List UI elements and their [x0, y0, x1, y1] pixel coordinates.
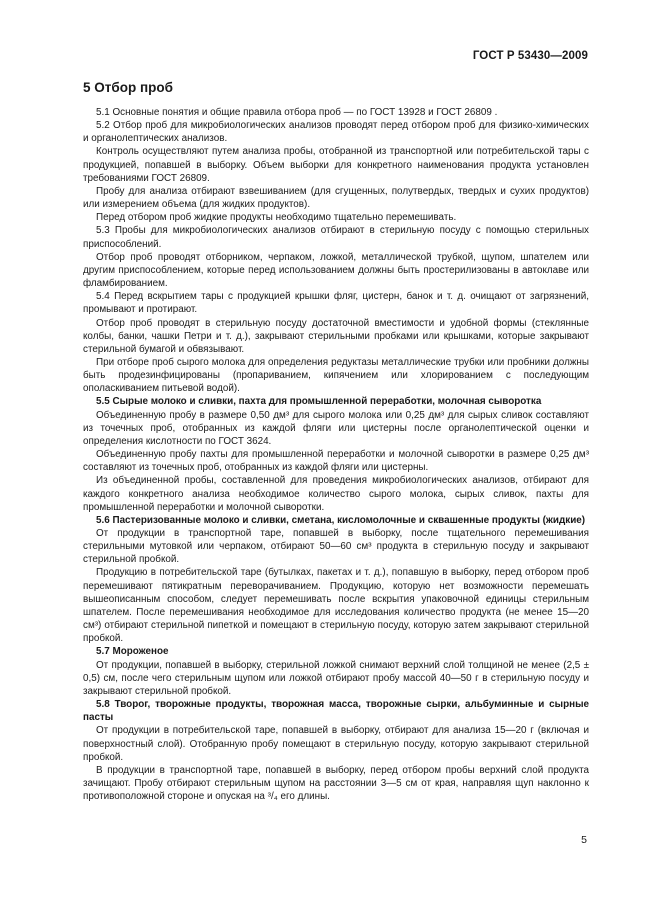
- subsection-heading: 5.5 Сырые молоко и сливки, пахта для промышленной переработки, молочная сыворотка: [96, 396, 542, 408]
- paragraph: Объединенную пробу пахты для промышленной переработки и молочной сыворотки в размере 0,25 дм³ составляют из точечных проб, отобранных из каждой фляги или цистерны.: [83, 449, 589, 474]
- subsection-heading: 5.8 Творог, творожные продукты, творожная масса, творожные сырки, альбуминные и сырные пасты: [83, 699, 589, 724]
- section-body: [83, 106, 589, 803]
- paragraph: Отбор проб проводят в стерильную посуду достаточной вместимости и удобной формы (стеклянные колбы, банки, чашки Петри и т. д.), закрывают стерильными пробками или крышками, которые закрывают стерильной бумагой и обвязывают.: [83, 317, 589, 355]
- paragraph: Отбор проб проводят отборником, черпаком, ложкой, металлической трубкой, щупом, шпателем или другим приспособлением, которые перед использованием должны быть простерилизованы в автоклаве или фламбированием.: [83, 251, 589, 290]
- paragraph: Из объединенной пробы, составленной для проведения микробиологических анализов, отбирают для каждого конкретного анализа необходимое количество сырого молока, сырых сливок, пахты для промышленной переработки и молочной сыворотки.: [83, 475, 589, 513]
- paragraph: От продукции в потребительской таре, попавшей в выборку, отбирают для анализа 15—20 г (включая и поверхностный слой). Отобранную пробу помещают в стерильную посуду, которую закрывают стерильной пробкой.: [83, 725, 589, 763]
- page-number: 5: [581, 834, 587, 846]
- paragraph: От продукции в транспортной таре, попавшей в выборку, после тщательного перемешивания стерильными мутовкой или черпаком, отбирают 50—60 см³ продукта в стерильную посуду и закрывают стерильной пробкой.: [83, 528, 589, 566]
- paragraph: Объединенную пробу в размере 0,50 дм³ для сырого молока или 0,25 дм³ для сырых сливок составляют из точечных проб, отобранных из каждой фляги или цистерны после органолептической оценки и определения кислотности по ГОСТ 3624.: [83, 409, 589, 447]
- section-title: 5 Отбор проб: [83, 80, 173, 95]
- subsection-heading: 5.7 Мороженое: [96, 646, 169, 658]
- paragraph: В продукции в транспортной таре, попавшей в выборку, перед отбором пробы верхний слой продукта зачищают. Пробу отбирают стерильным щупом на расстоянии 3—5 см от края, направляя щуп наклонно к противоположной стороне и опуская на ³/₄ его длины.: [83, 764, 589, 803]
- paragraph: От продукции, попавшей в выборку, стерильной ложкой снимают верхний слой толщиной не менее (2,5 ± 0,5) см, после чего стерильным щупом или ложкой отбирают пробу массой 40—50 г в стерильную посуду и закрывают стерильной пробкой.: [83, 659, 589, 697]
- document-standard-id: ГОСТ Р 53430—2009: [472, 50, 588, 62]
- paragraph: 5.4 Перед вскрытием тары с продукцией крышки фляг, цистерн, банок и т. д. очищают от загрязнений, промывают и протирают.: [83, 291, 589, 316]
- paragraph: 5.2 Отбор проб для микробиологических анализов проводят перед отбором проб для физико-химических и органолептических анализов.: [83, 120, 589, 145]
- paragraph: При отборе проб сырого молока для определения редуктазы металлические трубки или пробники должны быть продезинфицированы (пропариванием, кипячением или хлорированием с последующим ополаскиванием питьевой водой).: [83, 356, 589, 395]
- paragraph: Пробу для анализа отбирают взвешиванием (для сгущенных, полутвердых, твердых и сухих продуктов) или измерением объема (для жидких продуктов).: [83, 185, 589, 211]
- paragraph: 5.1 Основные понятия и общие правила отбора проб — по ГОСТ 13928 и ГОСТ 26809 .: [96, 107, 498, 118]
- paragraph: Контроль осуществляют путем анализа пробы, отобранной из транспортной или потребительской тары с продукцией, попавшей в выборку. Объем выборки для конкретного наименования продукта установлен требованиями ГОСТ 26809.: [83, 146, 589, 184]
- subsection-heading: 5.6 Пастеризованные молоко и сливки, сметана, кисломолочные и сквашенные продукты (жидкие): [96, 514, 586, 526]
- paragraph: 5.3 Пробы для микробиологических анализов отбирают в стерильную посуду с помощью стерильных приспособлений.: [83, 225, 589, 250]
- paragraph: Перед отбором проб жидкие продукты необходимо тщательно перемешивать.: [96, 212, 457, 224]
- paragraph: Продукцию в потребительской таре (бутылках, пакетах и т. д.), попавшую в выборку, перед отбором проб перемешивают пятикратным переворачиванием. Продукцию, которую нет возможности перемешать вышеописанным способом, следует перемешивать после вскрытия упаковочной единицы стерильным шпателем. После перемешивания необходимое для исследования количество продукта (не менее 15—20 см³) отбирают стерильной пипеткой и помещают в стерильную посуду, которую затем закрывают стерильной пробкой.: [83, 567, 589, 645]
